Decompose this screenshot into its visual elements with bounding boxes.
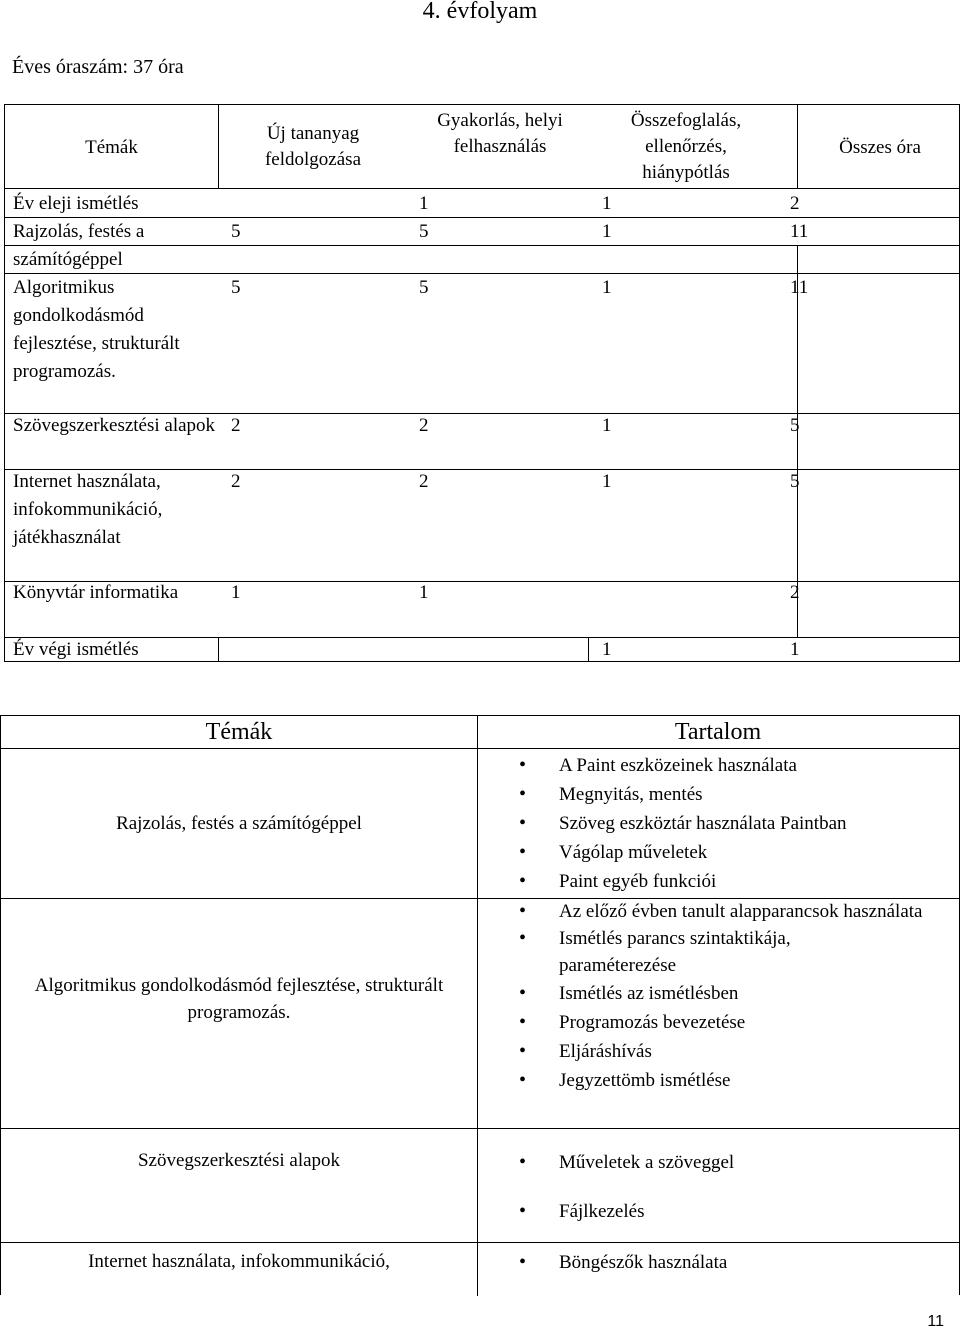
cell-value: 1 [602, 639, 612, 660]
topic-label: Algoritmikus gondolkodásmód fejlesztése, strukturált programozás. [34, 975, 444, 1023]
cell-value: 1 [231, 582, 241, 603]
list-item: • Megnyitás, mentés [519, 780, 959, 809]
list-item: • Ismétlés parancs szintaktikája, paraméterezése [519, 925, 889, 979]
list-item: • Eljáráshívás [519, 1037, 959, 1066]
header-topics: Témák [85, 137, 138, 158]
page-title: 4. évfolyam [422, 0, 538, 24]
content-list [519, 751, 959, 896]
cell-value: 5 [231, 277, 241, 298]
list-item: • Műveletek a szöveggel [519, 1148, 959, 1177]
cell-value: 1 [602, 471, 612, 492]
annual-hours: Éves óraszám: 37 óra [12, 56, 184, 78]
topic-label: Rajzolás, festés a számítógéppel [116, 813, 362, 834]
cell-value: 5 [419, 221, 429, 242]
row-label: Év eleji ismétlés [13, 193, 139, 214]
cell-value: 5 [790, 471, 800, 492]
page-number: 11 [927, 1313, 944, 1330]
list-item: • Az előző évben tanult alapparancsok használata [519, 898, 939, 925]
cell-value: 1 [419, 582, 429, 603]
header-summary: Összefoglalás, ellenőrzés, hiánypótlás [630, 110, 742, 183]
cell-value: 1 [602, 221, 612, 242]
list-item: • Szöveg eszköztár használata Paintban [519, 809, 959, 838]
content-list [519, 1248, 959, 1277]
list-item: • Paint egyéb funkciói [519, 867, 959, 896]
list-item: • A Paint eszközeinek használata [519, 751, 959, 780]
row-label: Év végi ismétlés [13, 639, 139, 660]
cell-value: 5 [790, 415, 800, 436]
list-item: • Vágólap műveletek [519, 838, 959, 867]
cell-value: 1 [602, 415, 612, 436]
header-content: Tartalom [674, 719, 762, 745]
row-label: Szövegszerkesztési alapok [13, 415, 216, 436]
cell-value: 1 [602, 193, 612, 214]
list-item: • Jegyzettömb ismétlése [519, 1066, 959, 1095]
row-label: Internet használata, infokommunikáció, játékhasználat [13, 471, 163, 548]
cell-value: 2 [231, 415, 241, 436]
list-item: • Programozás bevezetése [519, 1008, 959, 1037]
cell-value: 1 [419, 193, 429, 214]
header-practice: Gyakorlás, helyi felhasználás [437, 110, 563, 157]
cell-value: 1 [602, 277, 612, 298]
cell-value: 2 [419, 471, 429, 492]
cell-value: 2 [419, 415, 429, 436]
header-total: Összes óra [839, 137, 921, 158]
cell-value: 11 [790, 221, 809, 242]
cell-value: 2 [790, 582, 800, 603]
cell-value: 2 [231, 471, 241, 492]
cell-value: 5 [231, 221, 241, 242]
content-table [0, 715, 960, 1295]
cell-value: 5 [419, 277, 429, 298]
cell-value: 11 [790, 277, 809, 298]
content-list [519, 1148, 959, 1226]
row-label: Könyvtár informatika [13, 582, 179, 603]
list-item: • Ismétlés az ismétlésben [519, 979, 959, 1008]
hours-table [4, 104, 960, 662]
row-label: Algoritmikus gondolkodásmód fejlesztése, strukturált programozás. [13, 277, 180, 382]
cell-value: 1 [790, 639, 800, 660]
content-list [519, 898, 959, 1095]
topic-label: Internet használata, infokommunikáció, [88, 1251, 390, 1272]
header-new-material: Új tananyag feldolgozása [264, 123, 361, 170]
header-topics: Témák [205, 719, 273, 745]
topic-label: Szövegszerkesztési alapok [137, 1150, 341, 1171]
list-item: • Fájlkezelés [519, 1197, 959, 1226]
cell-value: 2 [790, 193, 800, 214]
list-item: • Böngészők használata [519, 1248, 959, 1277]
row-label: Rajzolás, festés a számítógéppel [13, 221, 145, 270]
